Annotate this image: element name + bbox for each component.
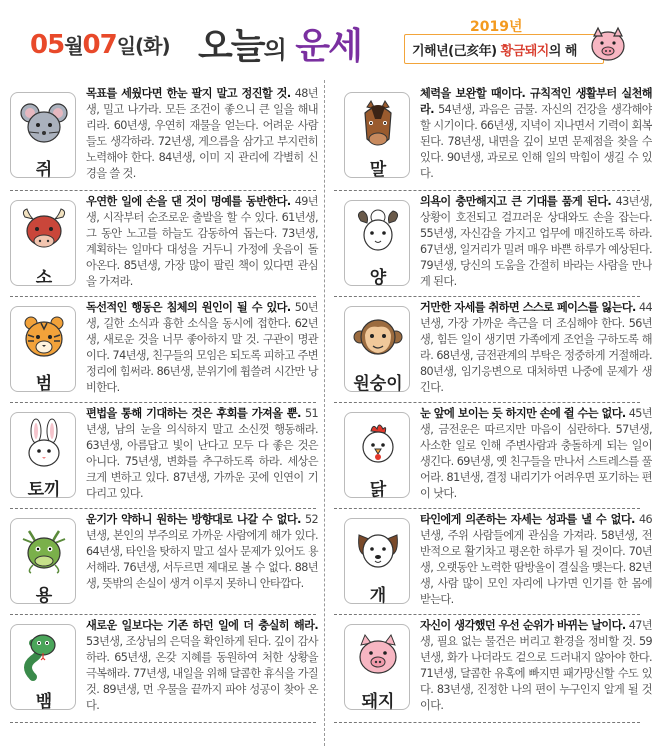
fortune-lead: 독선적인 행동은 침체의 원인이 될 수 있다.	[86, 301, 291, 314]
zodiac-icon-box	[10, 92, 76, 178]
zodiac-icon-box	[344, 624, 410, 710]
animal-name: 쥐	[35, 160, 53, 180]
sheep-icon	[353, 207, 403, 259]
zodiac-entry-snake	[0, 616, 316, 722]
row-divider	[10, 402, 316, 403]
animal-name: 닭	[369, 480, 387, 500]
zodiac-entry-rooster	[334, 404, 650, 510]
fortune-body: 51년생, 남의 눈을 의식하지 말고 소신껏 행동해라. 63년생, 아름답고 빛이 난다고 모두 다 좋은 것은 아니다. 75년생, 변화를 추구하도록 하라. 세상은 크게 변하고 있다. 87년생, 가까운 곳에 인연이 기다리고 있다.	[86, 407, 318, 500]
year-badge	[404, 16, 622, 68]
animal-name: 말	[369, 160, 387, 180]
fortune-text	[86, 406, 318, 502]
fortune-body: 46년생, 주위 사람들에게 관심을 가져라. 58년생, 전반적으로 활기차고 평온한 하루가 될 것이다. 70년생, 오랫동안 노력한 땀방울이 결실을 맺는다. 82년생, 사람 많이 모인 자리에 나가면 인기를 한 몸에 받는다.	[420, 513, 652, 606]
fortune-text	[420, 618, 652, 714]
fortune-text	[86, 618, 318, 714]
date-label	[30, 30, 170, 60]
title-part-today: 오늘	[198, 26, 264, 67]
tiger-icon	[19, 313, 69, 365]
fortune-text	[86, 300, 318, 396]
fortune-text	[420, 406, 652, 502]
fortune-lead: 편법을 통해 기대하는 것은 후회를 가져올 뿐.	[86, 407, 301, 420]
row-divider	[334, 508, 640, 509]
zodiac-icon-box	[10, 624, 76, 710]
animal-name: 소	[35, 268, 53, 288]
fortune-lead: 새로운 일보다는 기존 하던 일에 더 충실히 해라.	[86, 619, 318, 632]
zodiac-entry-tiger	[0, 298, 316, 404]
zodiac-entry-sheep	[334, 192, 650, 298]
row-divider	[10, 614, 316, 615]
fortune-text	[86, 194, 318, 290]
zodiac-entry-pig	[334, 616, 650, 722]
fortune-body: 53년생, 조상님의 은덕을 확인하게 된다. 깊이 감사하라. 65년생, 온갖 지혜를 동원하여 처한 상황을 극복해라. 77년생, 내일을 위해 달콤한 휴식을 가질 것. 89년생, 먼 우물을 끝까지 파야 성공이 찾아 온다.	[86, 635, 318, 712]
zodiac-icon-box	[344, 92, 410, 178]
date-weekday: (화)	[135, 34, 170, 58]
zodiac-icon-box	[344, 306, 410, 392]
fortune-lead: 타인에게 의존하는 자세는 성과를 낼 수 없다.	[420, 513, 635, 526]
zodiac-icon-box	[10, 518, 76, 604]
ox-icon	[19, 207, 69, 259]
fortune-body: 54년생, 과음은 금물. 자신의 건강을 생각해야 할 시기이다. 66년생, 지녁이 지나면서 기력이 회복된다. 78년생, 내면을 깊이 보면 문제점을 찾을 수 있다. 90년생, 과로로 인해 일의 막힘이 생길 수 있다.	[420, 103, 652, 180]
fortune-body: 47년생, 필요 없는 물건은 버리고 환경을 정비할 것. 59년생, 화가 나더라도 겉으로 드러내지 않아야 한다. 71년생, 달콤한 유혹에 빠지면 패가망신할 수도 있다. 83년생, 진정한 나의 편이 누구인지 알게 될 것이다.	[420, 619, 652, 712]
fortune-lead: 눈 앞에 보이는 듯 하지만 손에 쥘 수는 없다.	[420, 407, 626, 420]
zodiac-icon-box	[10, 306, 76, 392]
snake-icon	[19, 631, 69, 683]
date-month: 05	[30, 30, 65, 60]
fortune-lead: 목표를 세웠다면 한눈 팔지 말고 정진할 것.	[86, 87, 291, 100]
page-title	[198, 18, 361, 69]
dog-icon	[353, 525, 403, 577]
badge-text	[412, 40, 577, 59]
zodiac-icon-box	[344, 200, 410, 286]
pig-icon	[353, 631, 403, 683]
date-day: 07	[82, 30, 117, 60]
row-divider	[334, 614, 640, 615]
row-divider	[334, 296, 640, 297]
fortune-lead: 우연한 일에 손을 댄 것이 명예를 동반한다.	[86, 195, 291, 208]
animal-name: 토끼	[27, 480, 61, 500]
fortune-body: 50년생, 길한 소식과 흉한 소식을 동시에 접한다. 62년생, 새로운 것을 너무 좋아하지 말 것. 구관이 명관이다. 74년생, 친구들의 모임은 되도록 피하고 주변 정리에 힘써라. 86년생, 분위기에 휩쓸려 시간만 낭비한다.	[86, 301, 318, 394]
fortune-text	[420, 512, 652, 608]
zodiac-entry-rat	[0, 84, 316, 190]
row-divider	[10, 190, 316, 191]
fortune-text	[420, 86, 652, 182]
fortune-body: 49년생, 시작부터 순조로운 출발을 할 수 있다. 61년생, 그 동안 노고를 하늘도 감동하여 돕는다. 73년생, 계획하는 일마다 대성을 거두니 가정에 웃음이 돌아온다. 85년생, 가장 많이 팔린 책이 있다면 관심을 가져라.	[86, 195, 318, 288]
date-month-unit: 월	[64, 34, 83, 58]
fortune-body: 48년생, 밀고 나가라. 모든 조건이 좋으니 큰 일을 해내리라. 60년생, 우연히 재물을 얻는다. 어려운 사람들도 생각하라. 72년생, 게으름을 삼가고 부지런히 노력해야 한다. 84년생, 이미 지 관리에 각별히 신경을 쓸 것.	[86, 87, 318, 180]
fortune-body: 52년생, 본인의 부주의로 가까운 사람에게 해가 있다. 64년생, 타인을 탓하지 말고 설사 문제가 있어도 용서해라. 76년생, 서두르면 제대로 볼 수 없다. 88년생, 뜻밖의 손실이 생겨 이루지 못하니 안타깝다.	[86, 513, 318, 590]
zodiac-entry-dog	[334, 510, 650, 616]
row-divider	[10, 722, 316, 723]
monkey-icon	[353, 313, 403, 365]
row-divider	[334, 190, 640, 191]
row-divider	[10, 296, 316, 297]
fortune-lead: 거만한 자세를 취하면 스스로 페이스를 잃는다.	[420, 301, 636, 314]
animal-name: 뱀	[35, 692, 53, 712]
animal-name: 용	[35, 586, 53, 606]
title-part-fortune: 운세	[295, 26, 361, 67]
animal-name: 돼지	[361, 692, 395, 712]
zodiac-entry-dragon	[0, 510, 316, 616]
zodiac-icon-box	[344, 518, 410, 604]
page-header	[0, 0, 649, 82]
fortune-text	[420, 300, 652, 396]
zodiac-entry-ox	[0, 192, 316, 298]
row-divider	[334, 722, 640, 723]
rat-icon	[19, 99, 69, 151]
animal-name: 범	[35, 374, 53, 394]
center-divider	[324, 80, 325, 746]
animal-name: 양	[369, 268, 387, 288]
fortune-body: 45년생, 금전운은 따르지만 마음이 심란하다. 57년생, 사소한 일로 인해 주변사람과 충돌하게 되는 일이 생긴다. 69년생, 옛 친구들을 만나서 스트레스를 풀어라. 81년생, 결정 내리기가 어려우면 포기하는 편이 낫다.	[420, 407, 652, 500]
rabbit-icon	[19, 419, 69, 471]
date-day-unit: 일	[116, 34, 136, 58]
zodiac-entry-horse	[334, 84, 650, 190]
pig-icon	[588, 24, 628, 64]
badge-text-gold: 황금돼지	[500, 44, 549, 59]
fortune-lead: 체력을 보완할 때이다. 규칙적인 생활부터 실천해라.	[420, 87, 652, 116]
fortune-text	[420, 194, 652, 290]
badge-text-b: 의 해	[548, 44, 577, 59]
zodiac-entry-monkey	[334, 298, 650, 404]
row-divider	[334, 402, 640, 403]
fortune-text	[86, 86, 318, 182]
animal-name: 원숭이	[353, 374, 403, 394]
rooster-icon	[353, 419, 403, 471]
fortune-body: 43년생, 상황이 호전되고 걸끄러운 상대와도 손을 잡는다. 55년생, 자신감을 가지고 업무에 매진하도록 하라. 67년생, 일거리가 밀려 매우 바쁜 하루가 예상된다. 79년생, 당신의 도움을 간절히 바라는 사람을 만나게 된다.	[420, 195, 652, 288]
fortune-lead: 의욕이 충만해지고 큰 기대를 품게 된다.	[420, 195, 612, 208]
zodiac-icon-box	[10, 412, 76, 498]
fortune-lead: 자신이 생각했던 우선 순위가 바뀌는 날이다.	[420, 619, 626, 632]
fortune-text	[86, 512, 318, 592]
zodiac-entry-rabbit	[0, 404, 316, 510]
horse-icon	[353, 99, 403, 151]
badge-text-a: 기해년(己亥年)	[412, 44, 501, 59]
badge-year: 2019년	[470, 19, 523, 35]
title-part-of: 의	[263, 36, 285, 64]
animal-name: 개	[369, 586, 387, 606]
fortune-lead: 운기가 약하니 원하는 방향대로 나갈 수 없다.	[86, 513, 301, 526]
zodiac-icon-box	[344, 412, 410, 498]
dragon-icon	[19, 525, 69, 577]
row-divider	[10, 508, 316, 509]
fortune-body: 44년생, 가장 가까운 측근을 더 조심해야 한다. 56년생, 힘든 일이 생기면 가족에게 조언을 구하도록 해라. 68년생, 금전관계의 부탁은 정중하게 거절해라. 80년생, 임기응변으로 대처하면 나중에 문제가 생긴다.	[420, 301, 652, 394]
zodiac-icon-box	[10, 200, 76, 286]
